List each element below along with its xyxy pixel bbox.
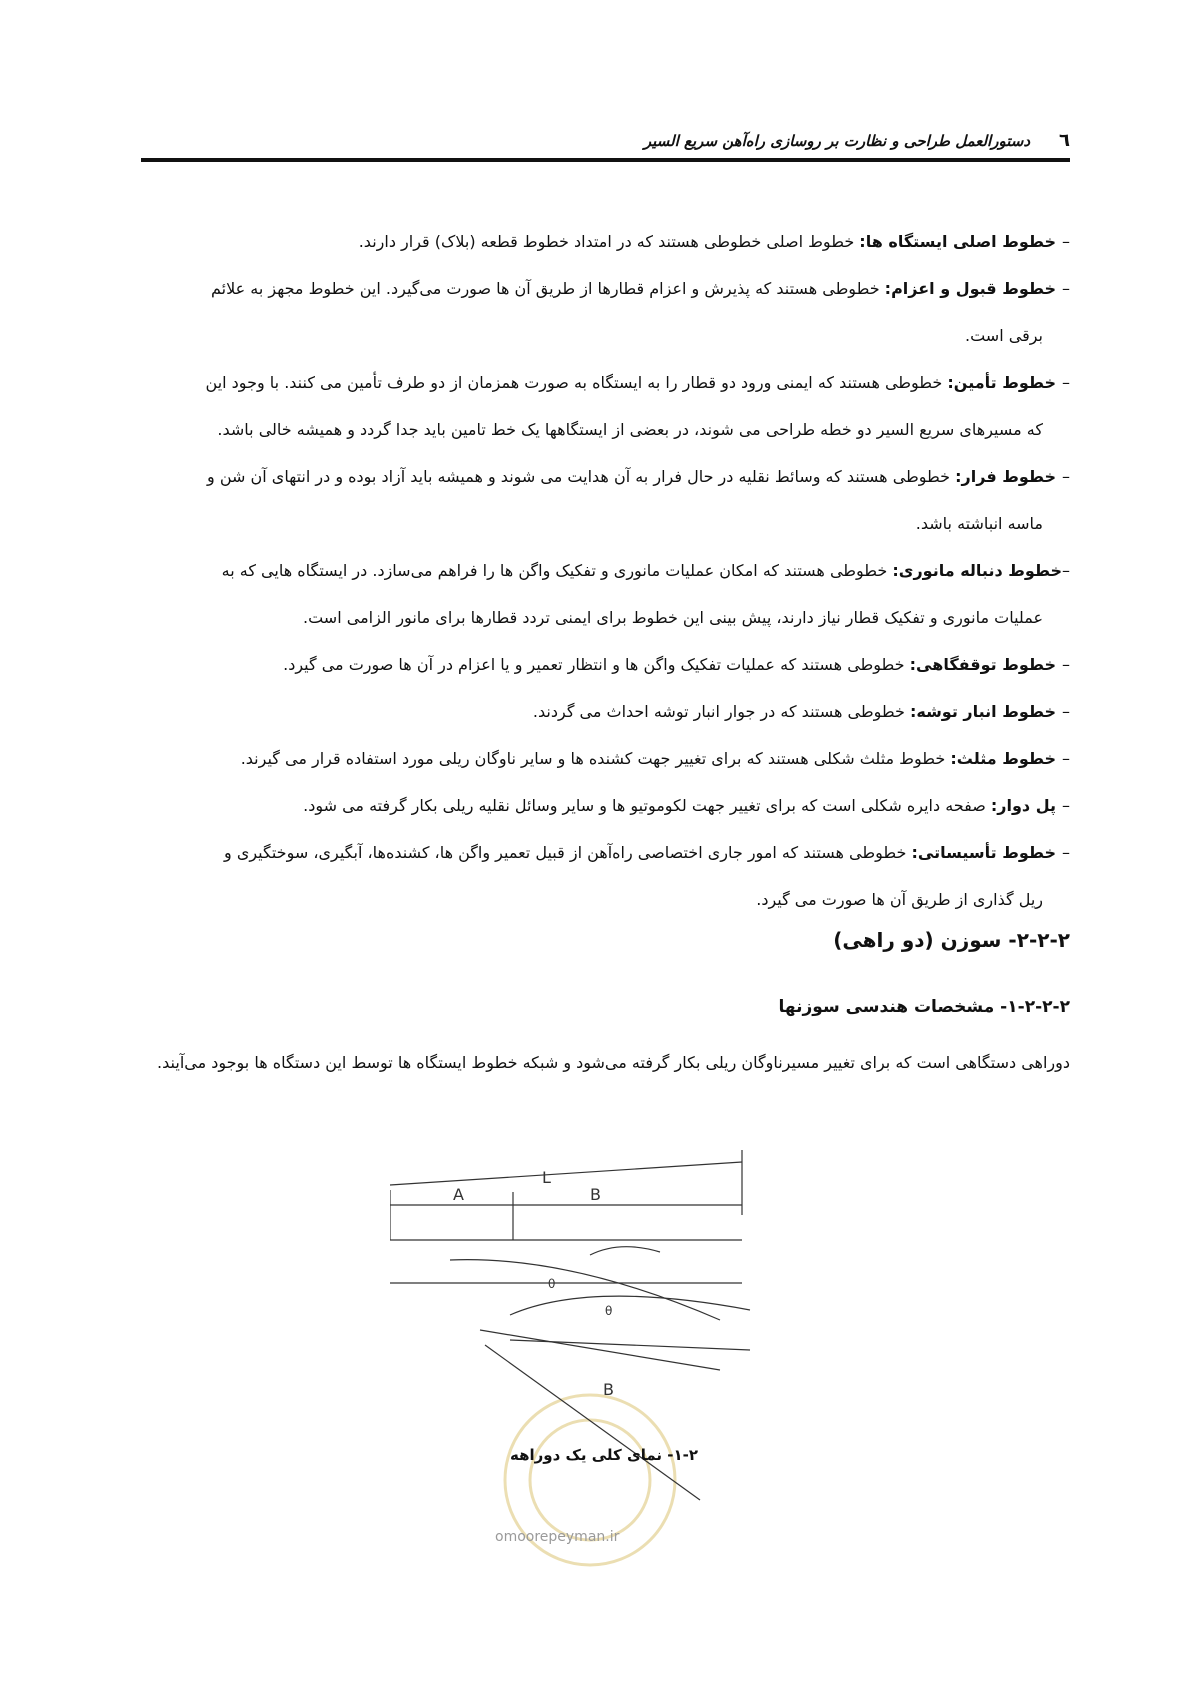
definition-term: خطوط فرار: bbox=[955, 467, 1056, 486]
definition-item: –خطوط تأسیساتی: خطوطی هستند که امور جاری اختصاصی راه‌آهن از قبیل تعمیر واگن ها، کشنده‌ها، آبگیری، سوختگیری و ریل گذاری از طریق آن ها صورت می گیرد. bbox=[141, 829, 1070, 923]
definition-item: –خطوط اصلی ایستگاه ها: خطوط اصلی خطوطی هستند که در امتداد خطوط قطعه (بلاک) قرار دارند. bbox=[358, 232, 1070, 251]
definition-continuation: برقی است. bbox=[965, 326, 1043, 345]
dimension-line-b2 bbox=[485, 1345, 700, 1500]
definition-text: خطوطی هستند که امکان عملیات مانوری و تفکیک واگن ها را فراهم می‌سازد. در ایستگاه هایی که به bbox=[221, 561, 888, 580]
definition-item: –خطوط دنباله مانوری: خطوطی هستند که امکان عملیات مانوری و تفکیک واگن ها را فراهم می‌سازد. در ایستگاه هایی که به عملیات مانوری و تفکیک قطار نیاز دارند، پیش بینی این خطوط برای ایمنی تردد قطارها برای مانور الزامی است. bbox=[141, 547, 1070, 641]
definition-term: خطوط اصلی ایستگاه ها: bbox=[859, 232, 1056, 251]
label-b: B bbox=[590, 1185, 601, 1204]
definition-item: –خطوط مثلث: خطوط مثلث شکلی هستند که برای تغییر جهت کشنده ها و سایر ناوگان ریلی مورد استفاده قرار می گیرند. bbox=[240, 749, 1070, 768]
definition-text: خطوطی هستند که عملیات تفکیک واگن ها و انتظار تعمیر و یا اعزام در آن ها صورت می گیرد. bbox=[283, 655, 905, 674]
definition-term: خطوط تأسیساتی: bbox=[911, 843, 1056, 862]
definition-text: خطوط مثلث شکلی هستند که برای تغییر جهت کشنده ها و سایر ناوگان ریلی مورد استفاده قرار می گیرند. bbox=[240, 749, 946, 768]
header-title: دستورالعمل طراحی و نظارت بر روسازی راه‌آهن سریع السیر bbox=[643, 132, 1030, 150]
label-l: L bbox=[542, 1168, 551, 1187]
label-theta-2: θ bbox=[605, 1304, 613, 1318]
diverging-rail-4 bbox=[510, 1340, 750, 1350]
definition-item: –خطوط قبول و اعزام: خطوطی هستند که پذیرش و اعزام قطارها از طریق آن ها صورت می‌گیرد. این خطوط مجهز به علائم برقی است. bbox=[141, 265, 1070, 359]
diverging-rail-3 bbox=[480, 1330, 720, 1370]
definition-term: خطوط توقفگاهی: bbox=[909, 655, 1056, 674]
watermark-text: omoorepeyman.ir bbox=[495, 1529, 620, 1545]
definition-continuation: ماسه انباشته باشد. bbox=[915, 514, 1043, 533]
figure-caption: ٢-١- نمای کلی یک دوراهه bbox=[510, 1446, 699, 1464]
definition-text: خطوطی هستند که وسائط نقلیه در حال فرار به آن هدایت می شوند و همیشه باید آزاد بوده و در انتهای آن شن و bbox=[207, 467, 951, 486]
definition-item: –خطوط توقفگاهی: خطوطی هستند که عملیات تفکیک واگن ها و انتظار تعمیر و یا اعزام در آن ها صورت می گیرد. bbox=[283, 655, 1070, 674]
subsection-heading: ٢-٢-٢-١- مشخصات هندسی سوزنها bbox=[778, 997, 1070, 1017]
definition-item: –خطوط انبار توشه: خطوطی هستند که در جوار انبار توشه احداث می گردند. bbox=[532, 702, 1070, 721]
definition-term: خطوط مثلث: bbox=[950, 749, 1056, 768]
definition-term: خطوط انبار توشه: bbox=[909, 702, 1056, 721]
section-heading: ٢-٢-٢- سوزن (دو راهی) bbox=[833, 928, 1070, 952]
check-rail bbox=[590, 1247, 660, 1255]
definition-text: خطوط اصلی خطوطی هستند که در امتداد خطوط قطعه (بلاک) قرار دارند. bbox=[358, 232, 855, 251]
turnout-diagram bbox=[390, 1140, 810, 1580]
dimension-line-l bbox=[390, 1162, 742, 1185]
label-b2: B bbox=[603, 1380, 614, 1399]
page-number: ٦ bbox=[1059, 130, 1070, 151]
definition-term: خطوط تأمین: bbox=[947, 373, 1056, 392]
definition-term: خطوط قبول و اعزام: bbox=[884, 279, 1056, 298]
definition-term: پل دوار: bbox=[990, 796, 1056, 815]
definition-text: خطوطی هستند که در جوار انبار توشه احداث می گردند. bbox=[532, 702, 905, 721]
page-header bbox=[141, 130, 1070, 162]
body-paragraph: دوراهی دستگاهی است که برای تغییر مسیرناوگان ریلی بکار گرفته می‌شود و شبکه خطوط ایستگاه ها توسط این دستگاه ها بوجود می‌آیند. bbox=[157, 1053, 1070, 1072]
label-a: A bbox=[453, 1185, 464, 1204]
diverging-rail-1 bbox=[450, 1260, 720, 1320]
definition-item: –خطوط فرار: خطوطی هستند که وسائط نقلیه در حال فرار به آن هدایت می شوند و همیشه باید آزاد بوده و در انتهای آن شن و ماسه انباشته باشد. bbox=[141, 453, 1070, 547]
definition-item: –خطوط تأمین: خطوطی هستند که ایمنی ورود دو قطار را به ایستگاه به صورت همزمان از دو طرف تأمین می کنند. با وجود این که مسیرهای سریع السیر دو خطه طراحی می شوند، در بعضی از ایستگاهها یک خط تامین باید جدا گردد و همیشه خالی باشد. bbox=[141, 359, 1070, 453]
definition-text: خطوطی هستند که امور جاری اختصاصی راه‌آهن از قبیل تعمیر واگن ها، کشنده‌ها، آبگیری، سوختگیری و bbox=[224, 843, 907, 862]
definition-text: خطوطی هستند که ایمنی ورود دو قطار را به ایستگاه به صورت همزمان از دو طرف تأمین می کنند. با وجود این bbox=[205, 373, 943, 392]
definition-term: خطوط دنباله مانوری: bbox=[892, 561, 1062, 580]
definition-text: خطوطی هستند که پذیرش و اعزام قطارها از طریق آن ها صورت می‌گیرد. این خطوط مجهز به علائم bbox=[211, 279, 880, 298]
definition-continuation: عملیات مانوری و تفکیک قطار نیاز دارند، پیش بینی این خطوط برای ایمنی تردد قطارها برای مانور الزامی است. bbox=[303, 608, 1043, 627]
definition-item: –پل دوار: صفحه دایره شکلی است که برای تغییر جهت لکوموتیو ها و سایر وسائل نقلیه ریلی بکار گرفته می شود. bbox=[303, 796, 1070, 815]
turnout-drawing bbox=[390, 1140, 810, 1580]
definition-continuation: ریل گذاری از طریق آن ها صورت می گیرد. bbox=[756, 890, 1043, 909]
definition-text: صفحه دایره شکلی است که برای تغییر جهت لکوموتیو ها و سایر وسائل نقلیه ریلی بکار گرفته می شود. bbox=[303, 796, 986, 815]
definition-continuation: که مسیرهای سریع السیر دو خطه طراحی می شوند، در بعضی از ایستگاهها یک خط تامین باید جدا گردد و همیشه خالی باشد. bbox=[217, 420, 1043, 439]
label-theta: θ bbox=[548, 1277, 556, 1291]
definitions-list bbox=[141, 218, 1070, 923]
diverging-rail-2 bbox=[510, 1296, 750, 1315]
